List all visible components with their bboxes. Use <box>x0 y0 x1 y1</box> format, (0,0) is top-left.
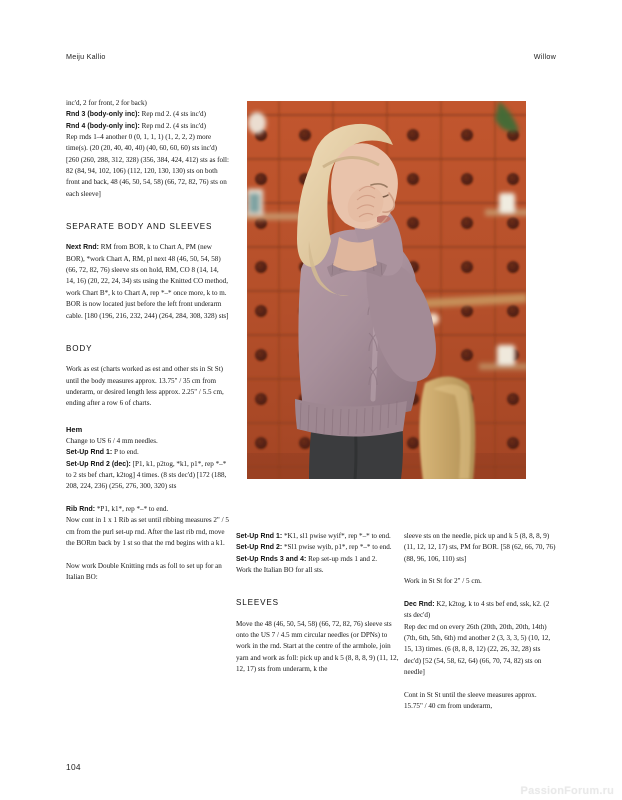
body-paragraph: Now work Double Knitting rnds as foll to set up for an Italian BO: <box>66 561 222 582</box>
running-head <box>66 52 556 61</box>
pattern-photograph <box>247 101 526 479</box>
text-column-2 <box>236 531 399 675</box>
body-paragraph: Change to US 6 / 4 mm needles. <box>66 436 158 445</box>
instruction-label: Rnd 4 (body-only inc): <box>66 122 140 130</box>
running-head-pattern: Willow <box>533 52 556 61</box>
instruction-label: Set-Up Rnd 1: <box>236 533 283 540</box>
instruction-label: Set-Up Rnds 3 and 4: <box>236 555 307 563</box>
section-heading: SEPARATE BODY AND SLEEVES <box>66 222 213 232</box>
body-paragraph: Work as est (charts worked as est and other sts in St St) until the body measures approx. 13.75" / 35 cm from underarm, or desired length less approx. 2.25" / 5.5 cm, ending after a row 6 of charts. <box>66 365 224 408</box>
body-paragraph: Move the 48 (46, 50, 54, 58) (66, 72, 82, 76) sleeve sts onto the US 7 / 4.5 mm circular needles (or DPNs) to work in the rnd. Start at the centre of the armhole, join yarn and work as foll: pick up and k 5 (8, 8, 8, 9) (11, 12, 12, 17) sts from underarm, k the <box>236 619 399 674</box>
photograph-illustration <box>247 101 526 479</box>
body-paragraph <box>236 542 399 553</box>
body-paragraph <box>66 447 229 458</box>
instruction-text: Rep rnd 2. (4 sts inc'd) <box>139 110 206 119</box>
instruction-label: Set-Up Rnd 2 (dec): <box>66 460 131 468</box>
instruction-label: Next Rnd: <box>66 244 99 252</box>
instruction-text: *P1, k1*, rep *–* to end. <box>95 504 169 513</box>
instruction-text: P to end. <box>112 448 139 457</box>
body-paragraph <box>236 531 399 542</box>
body-paragraph <box>66 121 229 132</box>
body-paragraph: Rep dec rnd on every 26th (20th, 20th, 20th, 14th) (7th, 6th, 5th, 6th) rnd another 2 (3, 3, 3, 5) (10, 12, 15, 13) times. (6 (8, 8, 8, 12) (22, 26, 32, 28) sts dec'd) [52 (54, 58, 62, 64) (66, 70, 74, 82) sts on needle] <box>404 622 551 677</box>
body-paragraph <box>66 242 229 321</box>
instruction-label: Dec Rnd: <box>404 601 435 609</box>
watermark: PassionForum.ru <box>520 785 614 797</box>
sub-heading: Hem <box>66 424 83 434</box>
instruction-text: Rep rnd 2. (4 sts inc'd) <box>139 121 206 130</box>
body-paragraph: Work in St St for 2" / 5 cm. <box>404 577 482 586</box>
body-paragraph: Work the Italian BO for all sts. <box>236 566 324 575</box>
body-paragraph: inc'd, 2 for front, 2 for back) <box>66 99 147 107</box>
instruction-text: [P1, k1, p2tog, *k1, p1*, rep *–* to 2 sts bef chart, k2tog] 4 times. (8 sts dec'd) [172 (188, 208, 224, 236) (256, 276, 300, 320) sts <box>66 459 227 491</box>
body-paragraph <box>404 599 556 622</box>
section-heading: SLEEVES <box>236 598 279 608</box>
instruction-label: Rnd 3 (body-only inc): <box>66 111 140 119</box>
instruction-text: *K1, sl1 pwise wyif*, rep *–* to end. <box>282 532 391 540</box>
body-paragraph <box>66 504 229 515</box>
body-paragraph <box>236 554 399 565</box>
body-paragraph <box>66 459 229 493</box>
body-paragraph: Cont in St St until the sleeve measures approx. 15.75" / 40 cm from underarm, <box>404 690 537 711</box>
instruction-text: *Sl1 pwise wyib, p1*, rep *–* to end. <box>282 543 392 552</box>
instruction-text: RM from BOR, k to Chart A, PM (new BOR), *work Chart A, RM, pl next 48 (46, 50, 54, 58) (66, 72, 82, 76) sleeve sts on hold, RM, CO 8 (14, 14, 14, 16) (20, 22, 24, 34) sts using the Knitted CO method, work Chart B*, k to Chart A, rep *–* once more, k to m. BOR is now located just before the left front underarm cable. [180 (196, 216, 232, 244) (264, 284, 308, 328) sts] <box>66 243 229 320</box>
instruction-text: K2, k2tog, k to 4 sts bef end, ssk, k2. (2 sts dec'd) <box>404 600 550 620</box>
running-head-author: Meiju Kallio <box>66 52 106 61</box>
instruction-label: Set-Up Rnd 2: <box>236 544 283 552</box>
page-number: 104 <box>66 762 81 772</box>
body-paragraph <box>66 109 229 120</box>
body-paragraph: Now cont in 1 x 1 Rib as set until ribbing measures 2" / 5 cm from the purl set-up rnd. After the last rib rnd, move the BORm back by 1 st so that the rnd begins with a k1. <box>66 516 229 547</box>
instruction-label: Set-Up Rnd 1: <box>66 449 113 457</box>
text-column-1 <box>66 98 229 583</box>
body-paragraph: sleeve sts on the needle, pick up and k 5 (8, 8, 8, 9) (11, 12, 12, 17) sts, PM for BOR. [58 (62, 66, 70, 76) (88, 96, 106, 110) sts] <box>404 532 556 563</box>
body-paragraph: Rep rnds 1–4 another 0 (0, 1, 1, 1) (1, 2, 2, 2) more time(s). (20 (20, 40, 40, 40) (40, 60, 60, 60) sts inc'd) [260 (260, 288, 312, 328) (356, 384, 424, 412) sts as foll: 82 (84, 94, 102, 106) (112, 120, 130, 130) sts on both front and back, 48 (46, 50, 54, 58) (66, 72, 82, 76) sts on each sleeve] <box>66 133 229 198</box>
instruction-label: Rib Rnd: <box>66 505 96 513</box>
text-column-3 <box>404 531 556 713</box>
instruction-text: Rep set-up rnds 1 and 2. <box>306 554 378 563</box>
section-heading: BODY <box>66 343 93 353</box>
